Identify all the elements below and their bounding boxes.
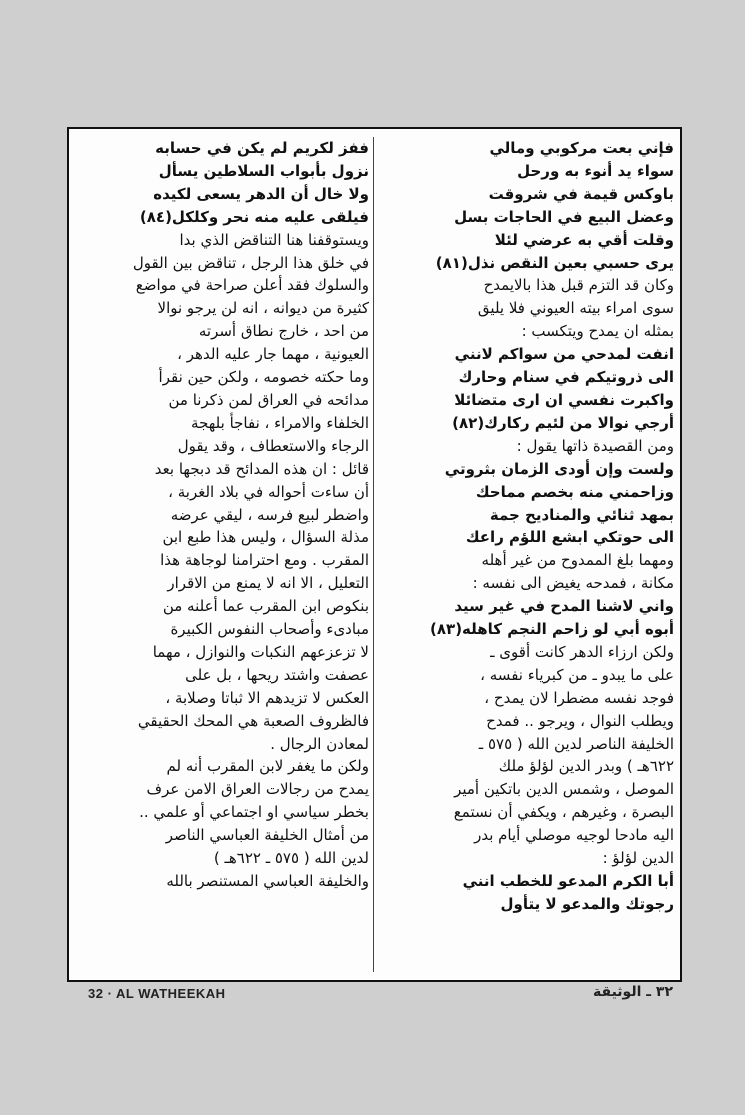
text-line: فالظروف الصعبة هي المحك الحقيقي	[137, 711, 369, 730]
text-line: الخلفاء والامراء ، نفاجأ بلهجة	[191, 413, 369, 432]
verse-line: رجوتك والمدعو لا يتأول	[500, 894, 674, 913]
page-footer-arabic: ٣٢ ـ الوثيقة	[593, 984, 673, 1000]
verse-line: ولست وإن أودى الزمان بثروتي	[444, 459, 674, 478]
verse-line: ففز لكريم لم يكن في حسابه	[155, 139, 369, 157]
text-line: من أمثال الخليفة العباسي الناصر	[165, 826, 369, 845]
verse-line: وعضل البيع في الحاجات بسل	[454, 207, 674, 226]
right-column	[379, 137, 674, 972]
text-line: اليه مادحا لوجيه موصلي أيام بدر	[474, 826, 674, 845]
verse-line: ولا خال أن الدهر يسعى لكيده	[153, 184, 369, 203]
column-divider	[373, 137, 374, 972]
verse-line: أبا الكرم المدعو للخطب انني	[462, 872, 674, 890]
text-line: الرجاء والاستعطاف ، وقد يقول	[177, 436, 369, 455]
text-line: أن ساءت أحواله في بلاد الغربة ،	[168, 482, 369, 501]
text-line: وكان قد التزم قبل هذا بالايمدح	[483, 276, 674, 295]
verse-line: انفت لمدحي من سواكم لانني	[454, 345, 674, 364]
page-footer-latin: 32 · AL WATHEEKAH	[88, 986, 226, 1001]
verse-line: واني لاشنا المدح في غير سيد	[454, 597, 674, 616]
text-line: ومهما بلغ الممدوح من غير أهله	[481, 551, 674, 570]
text-line: واضطر لبيع فرسه ، ليقي عرضه	[170, 505, 369, 524]
text-line: على ما يبدو ـ من كبرياء نفسه ،	[480, 665, 674, 684]
verse-line: سواء يد أنوء به ورحل	[517, 161, 674, 180]
text-line: الدين لؤلؤ :	[602, 849, 674, 868]
verse-line: أبوه أبي لو زاحم النجم كاهله(٨٣)	[430, 620, 674, 639]
text-line: مدائحه في العراق لمن ذكرنا من	[168, 390, 369, 409]
text-line: لا تزعزعهم النكبات والنوازل ، مهما	[152, 642, 369, 661]
text-line: التعليل ، الا انه لا يمنع من الاقرار	[167, 574, 369, 593]
text-line: لدين الله ( ٥٧٥ ـ ٦٢٢هـ )	[213, 849, 369, 868]
text-line: العيونية ، مهما جار عليه الدهر ،	[177, 345, 369, 364]
text-line: ولكن ارزاء الدهر كانت أقوى ـ	[490, 642, 674, 661]
verse-line: فإني بعت مركوبي ومالي	[489, 139, 674, 157]
verse-line: الى حوتكي ابشع اللؤم راعك	[465, 528, 674, 547]
verse-line: بمهد ثنائي والمناديح جمة	[489, 505, 674, 524]
text-line: ومن القصيدة ذاتها يقول :	[516, 436, 674, 455]
text-line: مبادىء وأصحاب النفوس الكبيرة	[170, 620, 369, 639]
text-line: قائل : ان هذه المدائح قد دبجها بعد	[154, 459, 369, 478]
text-line: وما حكته خصومه ، ولكن حين نقرأ	[158, 368, 369, 387]
text-line: بنكوص ابن المقرب عما أعلنه من	[162, 597, 369, 616]
text-line: مكانة ، فمدحه يغيض الى نفسه :	[472, 574, 674, 593]
verse-line: وزاحمني منه بخصم مماحك	[475, 482, 674, 501]
verse-line: يرى حسبي بعين النقص نذل(٨١)	[435, 253, 674, 272]
text-line: ويستوقفنا هنا التناقض الذي بدا	[179, 230, 369, 249]
text-line: بمثله ان يمدح ويتكسب :	[521, 322, 674, 341]
text-line: العكس لا تزيدهم الا ثباتا وصلابة ،	[165, 688, 369, 707]
text-line: كثيرة من ديوانه ، انه لن يرجو نوالا	[157, 299, 369, 318]
text-line: سوى امراء بيته العيوني فلا يليق	[477, 299, 674, 318]
verse-line: وقلت أقي به عرضي لئلا	[494, 230, 674, 249]
text-line: ولكن ما يغفر لابن المقرب أنه لم	[166, 757, 369, 776]
verse-line: واكبرت نفسي ان ارى متضائلا	[454, 390, 674, 409]
left-column	[81, 137, 369, 972]
text-line: في خلق هذا الرجل ، تناقض بين القول	[132, 253, 369, 272]
text-line: ٦٢٢هـ ) وبدر الدين لؤلؤ ملك	[498, 757, 674, 776]
text-line: بخطر سياسي او اجتماعي أو علمي ..	[139, 803, 369, 822]
text-line: فوجد نفسه مضطرا لان يمدح ،	[484, 688, 674, 707]
text-line: مذلة السؤال ، وليس هذا طبع ابن	[162, 528, 369, 547]
verse-line: باوكس قيمة في شروقت	[488, 184, 674, 203]
text-line: الموصل ، وشمس الدين باتكين أمير	[454, 780, 674, 799]
text-line: من احد ، خارج نطاق أسرته	[198, 322, 369, 341]
text-line: البصرة ، وغيرهم ، ويكفي أن نستمع	[453, 803, 674, 822]
verse-line: نزول بأبواب السلاطين يسأل	[158, 161, 369, 180]
text-line: المقرب . ومع احترامنا لوجاهة هذا	[160, 551, 369, 570]
verse-line: أرجي نوالا من لئيم ركارك(٨٢)	[452, 413, 674, 432]
text-line: ويطلب النوال ، ويرجو .. فمدح	[486, 711, 674, 730]
text-line: الخليفة الناصر لدين الله ( ٥٧٥ ـ	[478, 734, 674, 753]
page-frame	[67, 127, 682, 982]
text-line: يمدح من رجالات العراق الامن عرف	[146, 780, 369, 799]
text-line: عصفت واشتد ريحها ، بل على	[185, 665, 369, 684]
text-line: والسلوك فقد أعلن صراحة في مواضع	[135, 276, 369, 295]
text-line: لمعادن الرجال .	[270, 734, 369, 753]
text-line: والخليفة العباسي المستنصر بالله	[166, 872, 369, 890]
verse-line: فيلقى عليه منه نحر وكلكل(٨٤)	[139, 207, 369, 226]
verse-line: الى ذروتيكم في سنام وحارك	[458, 368, 674, 387]
